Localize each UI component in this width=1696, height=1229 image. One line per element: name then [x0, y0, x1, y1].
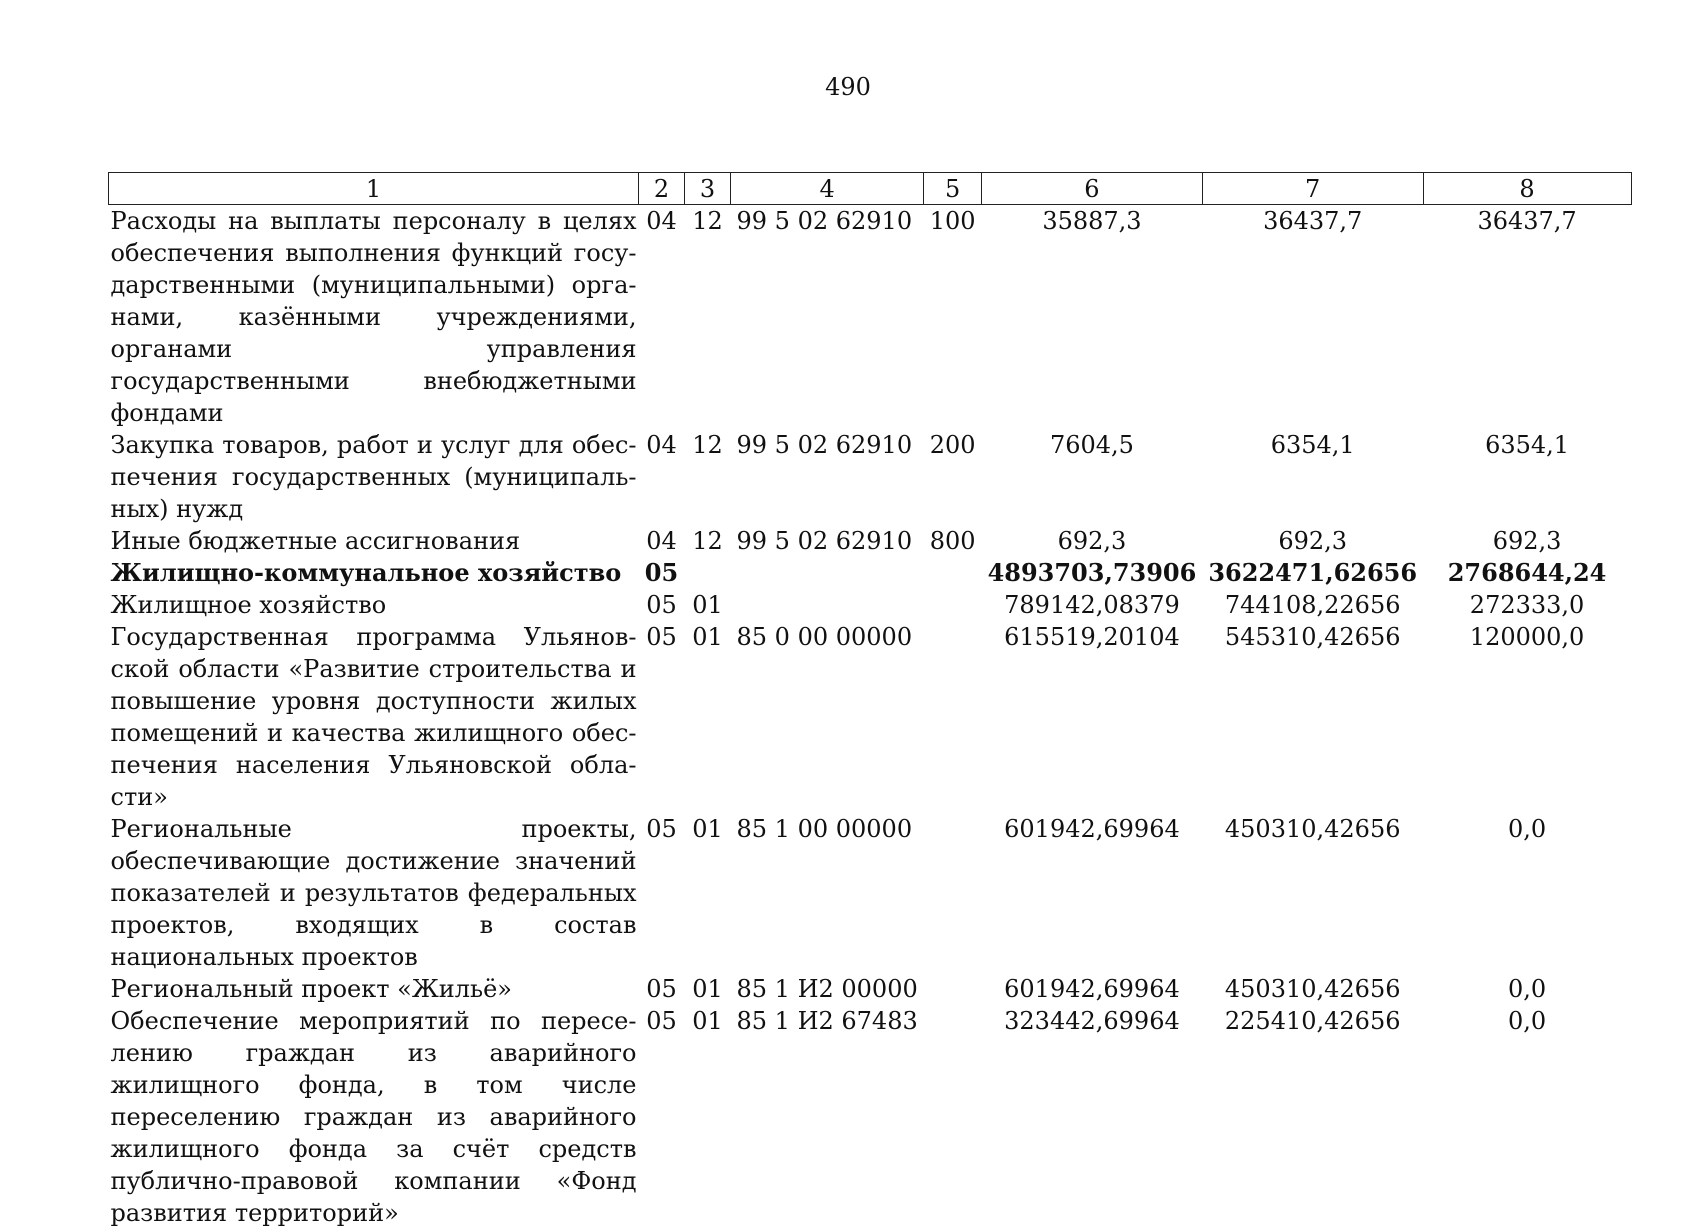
row-subsection: 12 — [685, 429, 731, 525]
row-amount-col8: 272333,0 — [1423, 589, 1631, 621]
row-amount-col7: 450310,42656 — [1202, 813, 1423, 973]
row-amount-col8: 6354,1 — [1423, 429, 1631, 525]
table-body — [109, 205, 1632, 1229]
header-row — [109, 173, 1632, 205]
row-amount-col7: 450310,42656 — [1202, 973, 1423, 1005]
table-row — [109, 1005, 1632, 1229]
row-subsection: 01 — [685, 973, 731, 1005]
row-expense-type — [924, 621, 982, 813]
row-amount-col7: 36437,7 — [1202, 205, 1423, 430]
header-col-2: 2 — [639, 173, 685, 205]
row-expense-type — [924, 1005, 982, 1229]
row-name: Расходы на выплаты персоналу в целях обеспечения выполнения функций государственными (муниципальными) органами, казёнными учреждениями, органами управления государственными внебюджетными фондами — [109, 205, 639, 430]
row-target-article: 99 5 02 62910 — [731, 525, 924, 557]
row-section: 05 — [639, 973, 685, 1005]
table-row — [109, 813, 1632, 973]
row-amount-col8: 2768644,24 — [1423, 557, 1631, 589]
row-section: 05 — [639, 813, 685, 973]
row-amount-col7: 692,3 — [1202, 525, 1423, 557]
row-amount-col7: 6354,1 — [1202, 429, 1423, 525]
row-section: 05 — [639, 557, 685, 589]
header-col-4: 4 — [731, 173, 924, 205]
row-subsection: 12 — [685, 205, 731, 430]
row-amount-col8: 0,0 — [1423, 813, 1631, 973]
row-expense-type — [924, 589, 982, 621]
row-section: 05 — [639, 589, 685, 621]
header-col-6: 6 — [982, 173, 1203, 205]
row-amount-col7: 225410,42656 — [1202, 1005, 1423, 1229]
row-expense-type: 800 — [924, 525, 982, 557]
header-col-7: 7 — [1202, 173, 1423, 205]
header-col-5: 5 — [924, 173, 982, 205]
row-subsection: 01 — [685, 1005, 731, 1229]
row-amount-col6: 4893703,73906 — [982, 557, 1203, 589]
row-expense-type — [924, 813, 982, 973]
row-amount-col6: 789142,08379 — [982, 589, 1203, 621]
row-name: Обеспечение мероприятий по переселению граждан из аварийного жилищного фонда, в том числе переселению граждан из аварийного жилищного фонда за счёт средств публично-правовой компании «Фонд развития территорий» — [109, 1005, 639, 1229]
row-target-article: 99 5 02 62910 — [731, 205, 924, 430]
row-amount-col8: 36437,7 — [1423, 205, 1631, 430]
row-expense-type — [924, 557, 982, 589]
row-name: Региональные проекты, обеспечивающие достижение значений показателей и результатов федеральных проектов, входящих в состав национальных проектов — [109, 813, 639, 973]
header-col-1: 1 — [109, 173, 639, 205]
row-name: Иные бюджетные ассигнования — [109, 525, 639, 557]
table-row — [109, 621, 1632, 813]
header-col-8: 8 — [1423, 173, 1631, 205]
row-name: Закупка товаров, работ и услуг для обеспечения государственных (муниципальных) нужд — [109, 429, 639, 525]
row-subsection: 01 — [685, 621, 731, 813]
row-amount-col8: 692,3 — [1423, 525, 1631, 557]
row-expense-type: 200 — [924, 429, 982, 525]
row-name: Жилищно-коммунальное хозяйство — [109, 557, 639, 589]
row-amount-col7: 3622471,62656 — [1202, 557, 1423, 589]
table-row — [109, 205, 1632, 430]
header-col-3: 3 — [685, 173, 731, 205]
row-subsection: 12 — [685, 525, 731, 557]
row-target-article: 85 1 И2 67483 — [731, 1005, 924, 1229]
table-row — [109, 429, 1632, 525]
row-amount-col7: 545310,42656 — [1202, 621, 1423, 813]
table-row — [109, 589, 1632, 621]
row-target-article: 99 5 02 62910 — [731, 429, 924, 525]
row-section: 04 — [639, 205, 685, 430]
row-target-article — [731, 557, 924, 589]
row-amount-col6: 7604,5 — [982, 429, 1203, 525]
table-row — [109, 525, 1632, 557]
row-amount-col6: 35887,3 — [982, 205, 1203, 430]
row-target-article: 85 0 00 00000 — [731, 621, 924, 813]
row-target-article: 85 1 И2 00000 — [731, 973, 924, 1005]
budget-table — [108, 172, 1632, 1229]
row-amount-col6: 601942,69964 — [982, 973, 1203, 1005]
row-subsection — [685, 557, 731, 589]
row-section: 04 — [639, 429, 685, 525]
row-name: Жилищное хозяйство — [109, 589, 639, 621]
row-name: Региональный проект «Жильё» — [109, 973, 639, 1005]
row-expense-type — [924, 973, 982, 1005]
row-amount-col6: 323442,69964 — [982, 1005, 1203, 1229]
row-expense-type: 100 — [924, 205, 982, 430]
row-amount-col6: 692,3 — [982, 525, 1203, 557]
row-section: 05 — [639, 621, 685, 813]
row-subsection: 01 — [685, 813, 731, 973]
table-row — [109, 557, 1632, 589]
row-amount-col6: 615519,20104 — [982, 621, 1203, 813]
row-section: 04 — [639, 525, 685, 557]
row-target-article: 85 1 00 00000 — [731, 813, 924, 973]
row-amount-col8: 0,0 — [1423, 1005, 1631, 1229]
table-row — [109, 973, 1632, 1005]
row-section: 05 — [639, 1005, 685, 1229]
row-target-article — [731, 589, 924, 621]
row-amount-col6: 601942,69964 — [982, 813, 1203, 973]
row-amount-col7: 744108,22656 — [1202, 589, 1423, 621]
row-amount-col8: 120000,0 — [1423, 621, 1631, 813]
row-amount-col8: 0,0 — [1423, 973, 1631, 1005]
row-subsection: 01 — [685, 589, 731, 621]
row-name: Государственная программа Ульяновской области «Развитие строительства и повышение уровня доступности жилых помещений и качества жилищного обеспечения населения Ульяновской области» — [109, 621, 639, 813]
page-number: 490 — [0, 72, 1696, 102]
